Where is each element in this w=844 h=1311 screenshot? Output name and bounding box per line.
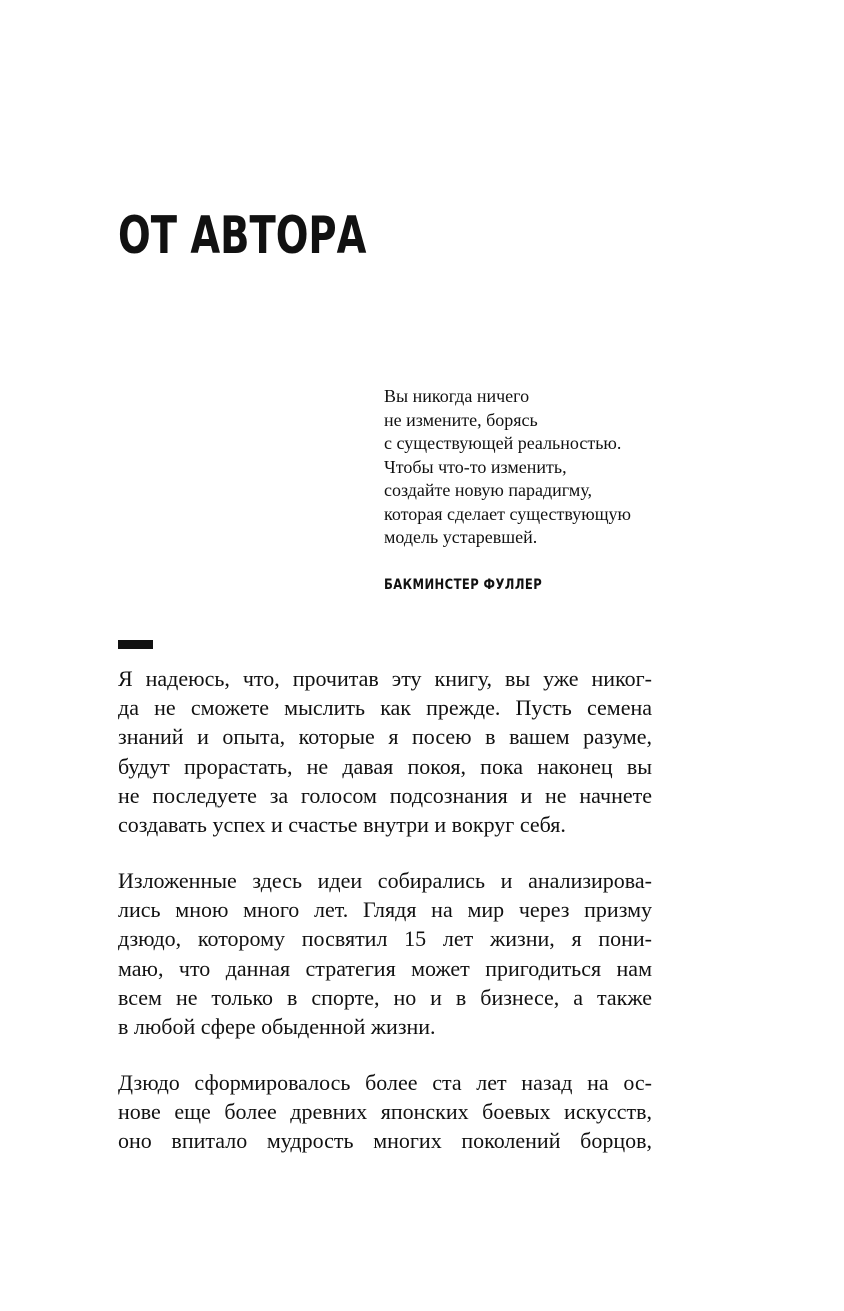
epigraph-line: создайте новую парадигму, [384,480,593,500]
body-line: Дзюдо сформировалось более ста лет назад на ос- [118,1070,652,1095]
body-line: создавать успех и счастье внутри и вокруг себя. [118,812,566,838]
chapter-title: ОТ АВТОРА [118,206,367,266]
epigraph-line: модель устаревшей. [384,527,538,547]
body-line: дзюдо, которому посвятил 15 лет жизни, я пони- [118,926,652,952]
body-line: маю, что данная стратегия может пригодиться нам [118,955,652,981]
body-line: да не сможете мыслить как прежде. Пусть семена [118,695,652,721]
body-paragraph-1 [118,664,652,839]
body-line: будут прорастать, не давая покоя, пока наконец вы [118,753,652,779]
epigraph-line: Вы никогда ничего [384,386,530,406]
body-line: знаний и опыта, которые я посею в вашем разуме, [118,724,652,750]
epigraph-line: с существующей реальностью. [384,433,622,453]
epigraph-quote [384,385,684,550]
body-paragraph-2 [118,866,652,1041]
epigraph-line: которая сделает существующую [384,503,631,524]
body-line: всем не только в спорте, но и в бизнесе, а также [118,984,652,1010]
body-line: Я надеюсь, что, прочитав эту книгу, вы уже никог- [118,666,652,691]
body-line: Изложенные здесь идеи собирались и анализирова- [118,868,652,893]
body-line: лись мною много лет. Глядя на мир через призму [118,897,652,923]
body-line: не последуете за голосом подсознания и не начнете [118,782,652,808]
section-separator [118,640,153,649]
body-line: нове еще более древних японских боевых искусств, [118,1099,652,1125]
body-line: в любой сфере обыденной жизни. [118,1014,436,1040]
body-paragraph-3 [118,1068,652,1156]
body-line: оно впитало мудрость многих поколений борцов, [118,1128,652,1154]
epigraph-line: не измените, борясь [384,409,538,430]
epigraph-line: Чтобы что-то изменить, [384,456,567,477]
epigraph-author: БАКМИНСТЕР ФУЛЛЕР [384,577,543,593]
